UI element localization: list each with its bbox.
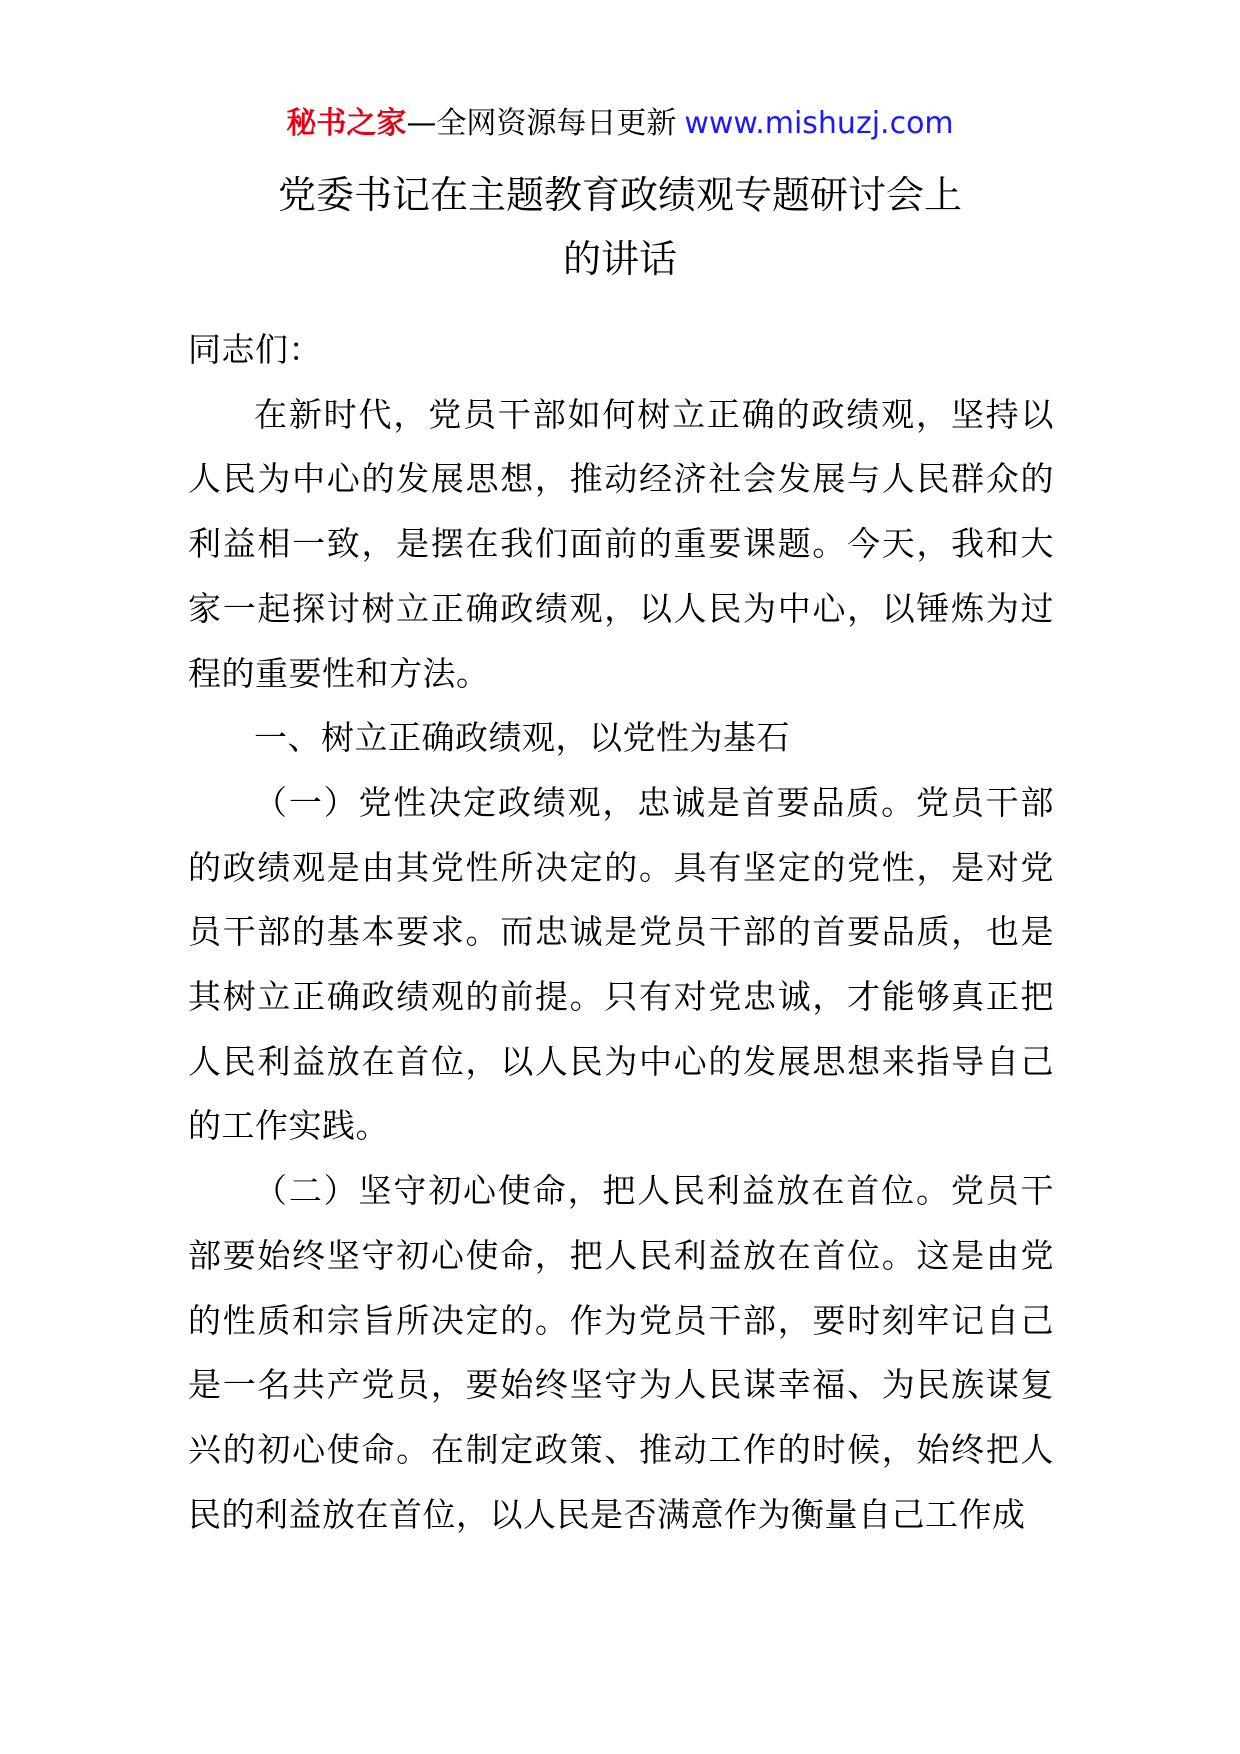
brand-name: 秘书之家 (286, 106, 407, 141)
paragraph-intro: 在新时代，党员干部如何树立正确的政绩观，坚持以人民为中心的发展思想，推动经济社会发展与人民群众的利益相一致，是摆在我们面前的重要课题。今天，我和大家一起探讨树立正确政绩观，以人民为中心，以锤炼为过程的重要性和方法。 (188, 394, 1054, 693)
document-title-line-1: 党委书记在主题教育政绩观专题研讨会上 (277, 173, 962, 217)
site-url-link[interactable]: www.mishuzj.com (684, 106, 954, 141)
section-heading-1: 一、树立正确政绩观，以党性为基石 (254, 718, 790, 758)
greeting: 同志们： (188, 330, 322, 369)
paragraph-party-spirit: （一）党性决定政绩观，忠诚是首要品质。党员干部的政绩观是由其党性所决定的。具有坚定的党性，是对党员干部的基本要求。而忠诚是党员干部的首要品质，也是其树立正确政绩观的前提。只有对党忠诚，才能够真正把人民利益放在首位，以人民为中心的发展思想来指导自己的工作实践。 (188, 782, 1054, 1146)
paragraph-original-mission: （二）坚守初心使命，把人民利益放在首位。党员干部要始终坚守初心使命，把人民利益放在首位。这是由党的性质和宗旨所决定的。作为党员干部，要时刻牢记自己是一名共产党员，要始终坚守为人民谋幸福、为民族谋复兴的初心使命。在制定政策、推动工作的时候，始终把人民的利益放在首位，以人民是否满意作为衡量自己工作成 (188, 1171, 1054, 1534)
site-header (0, 100, 1240, 148)
document-body (188, 318, 1054, 1547)
header-tagline: —全网资源每日更新 (406, 106, 677, 141)
document-title-line-2: 的讲话 (562, 237, 677, 281)
